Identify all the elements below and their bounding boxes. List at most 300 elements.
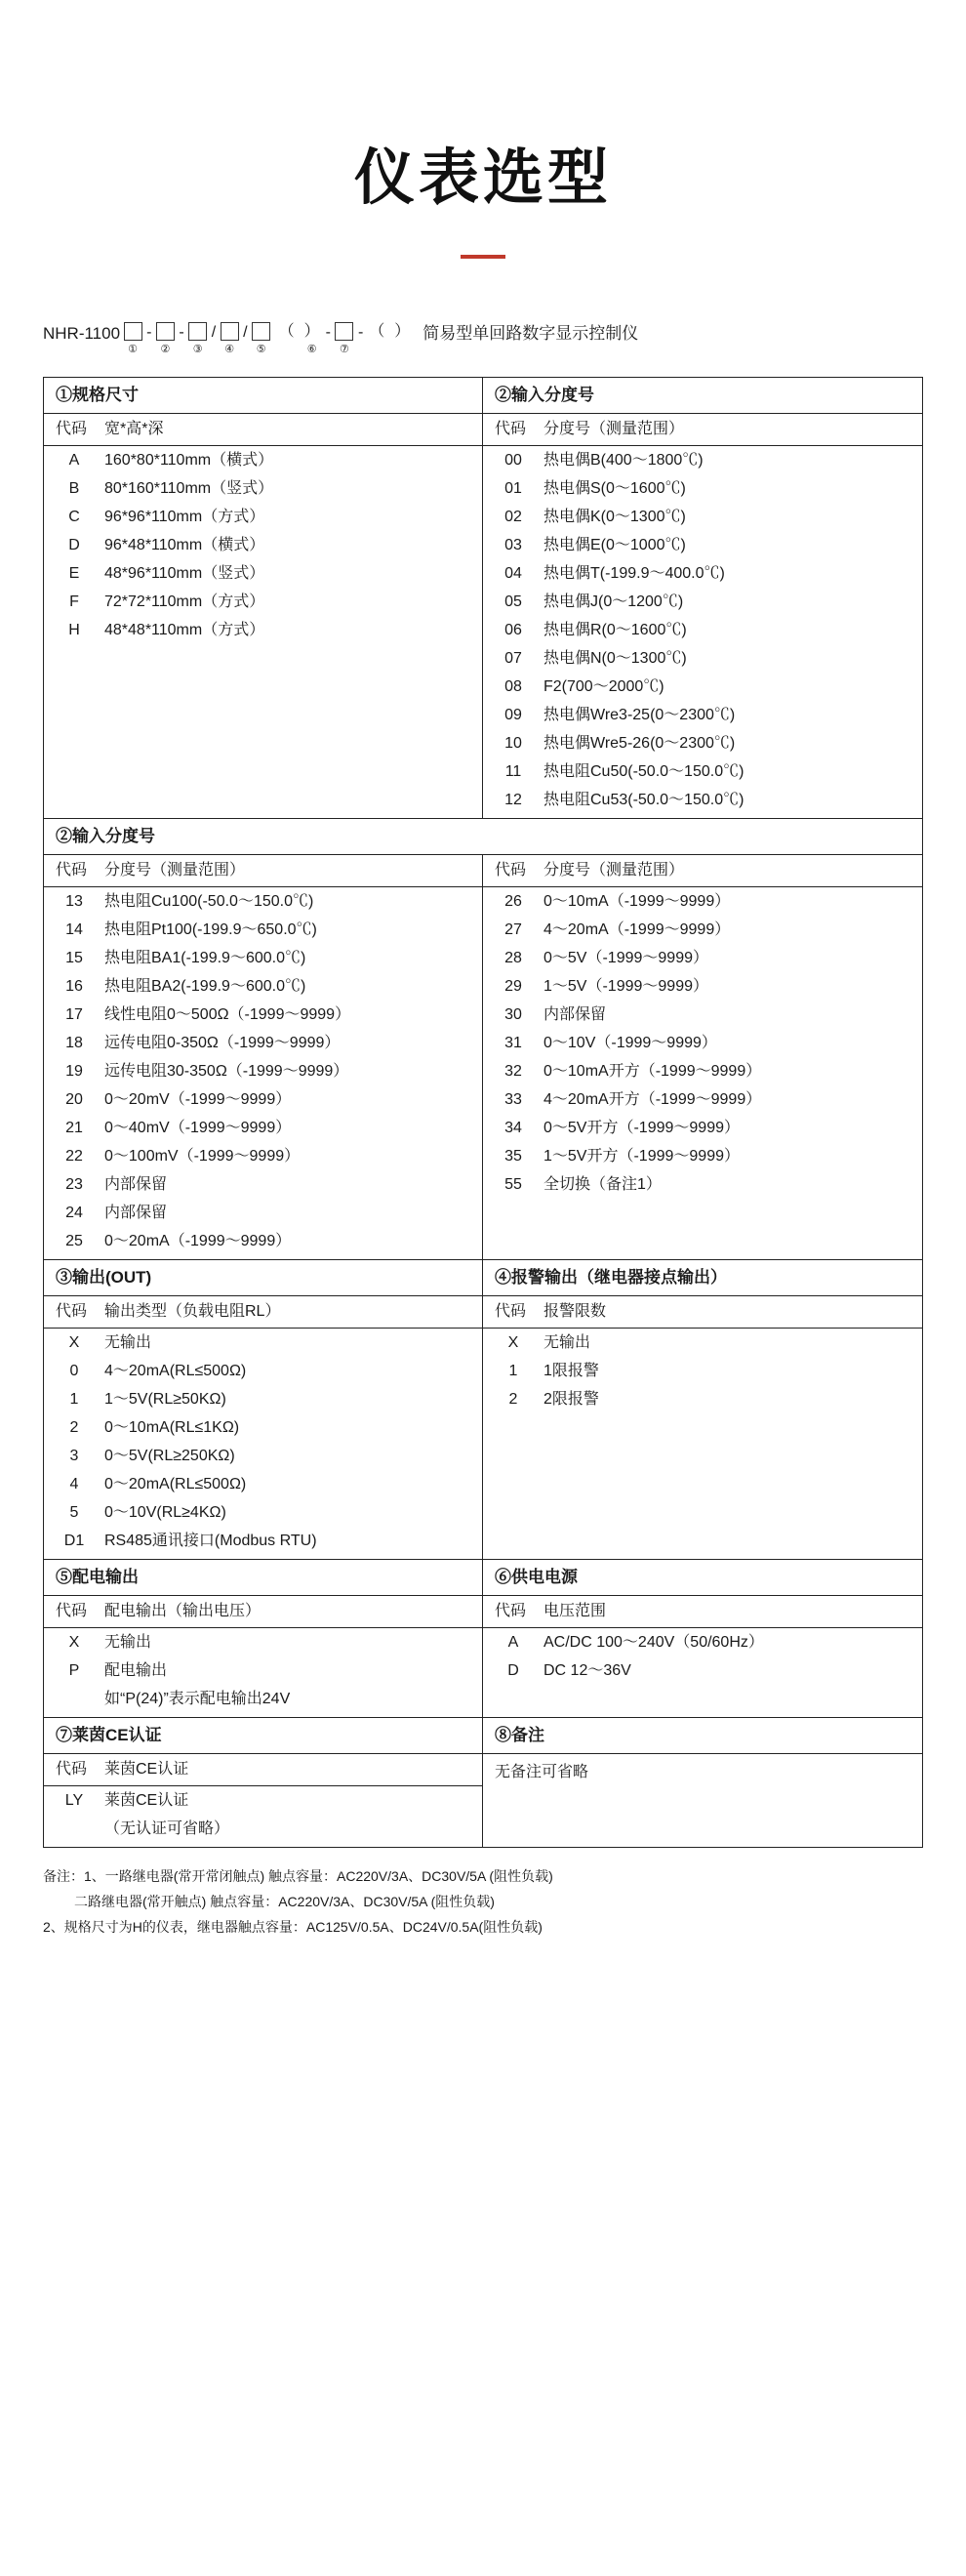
model-code-paren (274, 319, 300, 344)
section-input-a-colheads (483, 414, 922, 446)
row-value: AC/DC 100～240V（50/60Hz） (543, 1634, 764, 1651)
table-row (44, 1656, 482, 1685)
row-code: 31 (504, 1035, 522, 1051)
col-head-code: 代码 (56, 1603, 88, 1619)
model-code-paren (300, 319, 325, 355)
table-row (483, 1357, 922, 1385)
row-value: 内部保留 (104, 1176, 168, 1193)
input-b-right-rows (483, 887, 922, 1247)
code-index-label: ② (160, 344, 171, 355)
row-code: 26 (504, 893, 522, 910)
row-value: 0～10V（-1999～9999） (543, 1035, 717, 1051)
model-code-box (332, 319, 357, 355)
row-code: 1 (508, 1363, 518, 1379)
row-value: 热电阻BA2(-199.9～600.0℃) (104, 978, 306, 995)
row-value: 无输出 (104, 1634, 152, 1651)
table-row (44, 616, 482, 644)
table-row (44, 1815, 482, 1843)
table-row-spacer (483, 1199, 922, 1221)
table-row (44, 1227, 482, 1255)
row-code: 21 (65, 1120, 83, 1136)
table-row (483, 1029, 922, 1057)
row-code (44, 1685, 104, 1713)
row-value: 热电阻Pt100(-199.9～650.0℃) (104, 921, 317, 938)
row-value: 1限报警 (543, 1363, 599, 1379)
row-code: X (507, 1334, 519, 1351)
model-code-paren (364, 319, 389, 344)
row-code: D1 (63, 1533, 85, 1549)
code-box-glyph (335, 322, 353, 341)
section-spec-heading: ①规格尺寸 (44, 378, 482, 414)
table-row (483, 887, 922, 916)
table-row (44, 474, 482, 503)
table-row-spacer (44, 756, 482, 779)
table-row (483, 446, 922, 474)
model-code-separator: - (179, 324, 184, 341)
table-row (44, 588, 482, 616)
row-value: 1～5V(RL≥50KΩ) (104, 1391, 226, 1408)
table-row-spacer (44, 667, 482, 689)
row-value: 72*72*110mm（方式） (104, 593, 265, 610)
page-title: 仪表选型 (353, 144, 612, 212)
row-value: 内部保留 (104, 1205, 168, 1221)
row-value: 0～5V开方（-1999～9999） (543, 1120, 740, 1136)
row-value: 无输出 (104, 1334, 152, 1351)
model-code-separator: / (211, 324, 217, 341)
row-code: 32 (504, 1063, 522, 1080)
table-row-spacer (483, 1685, 922, 1707)
row-value: 0～100mV（-1999～9999） (104, 1148, 301, 1165)
model-suffix: 简易型单回路数字显示控制仪 (423, 324, 639, 343)
row-value: 配电输出 (104, 1662, 168, 1679)
row-value: 96*96*110mm（方式） (104, 509, 265, 525)
table-row (483, 616, 922, 644)
row-code: 4 (69, 1476, 79, 1492)
row-code: 22 (65, 1148, 83, 1165)
col-head-value: 报警限数 (543, 1303, 607, 1320)
row-code: E (68, 565, 80, 582)
table-row (44, 1170, 482, 1199)
row-code: X (68, 1634, 80, 1651)
row-code: 04 (504, 565, 522, 582)
row-value: 48*96*110mm（竖式） (104, 565, 265, 582)
model-code-box (217, 319, 242, 355)
section-power-colheads (483, 1596, 922, 1628)
model-code-box (152, 319, 178, 355)
row-code: 20 (65, 1091, 83, 1108)
row-code: 07 (504, 650, 522, 667)
section-spec-rows (44, 446, 482, 783)
row-code: 5 (69, 1504, 79, 1521)
table-row-spacer (483, 1481, 922, 1503)
row-value: 0～20mA(RL≤500Ω) (104, 1476, 247, 1492)
row-value: DC 12～36V (543, 1662, 631, 1679)
model-code-separator: - (357, 324, 364, 341)
code-index-label: ① (128, 344, 138, 355)
row-value: 0～20mV（-1999～9999） (104, 1091, 292, 1108)
model-code-group (120, 319, 415, 355)
row-code: A (507, 1634, 519, 1651)
col-head-code: 代码 (56, 1303, 88, 1320)
col-head-code: 代码 (495, 1603, 527, 1619)
row-value: 热电偶E(0～1000℃) (543, 537, 686, 553)
row-code: 25 (65, 1233, 83, 1249)
row-value: 热电偶B(400～1800℃) (543, 452, 704, 469)
code-paren-glyph: （ (278, 323, 295, 340)
row-value: 1～5V（-1999～9999） (543, 978, 708, 995)
row-code: X (68, 1334, 80, 1351)
row-code: 34 (504, 1120, 522, 1136)
row-value: 内部保留 (543, 1006, 607, 1023)
row-code: D (507, 1662, 519, 1679)
col-head-code: 代码 (56, 1761, 88, 1778)
input-b-left-colheads (44, 855, 482, 887)
table-row (44, 1357, 482, 1385)
table-row (44, 1413, 482, 1442)
row-code: 29 (504, 978, 522, 995)
row-code: 03 (504, 537, 522, 553)
row-value: 0～20mA（-1999～9999） (104, 1233, 292, 1249)
row-code: F (69, 593, 79, 610)
row-value: 热电偶R(0～1600℃) (543, 622, 687, 638)
table-row (483, 916, 922, 944)
row-value: 2限报警 (543, 1391, 599, 1408)
row-code: 30 (504, 1006, 522, 1023)
section-remark-heading: ⑧备注 (483, 1718, 922, 1754)
table-row-4 (44, 1560, 922, 1717)
section-power-heading: ⑥供电电源 (483, 1560, 922, 1596)
table-row (483, 559, 922, 588)
selection-tables (43, 377, 923, 1848)
table-row-spacer (483, 1221, 922, 1244)
row-code: 1 (69, 1391, 79, 1408)
table-row (44, 1470, 482, 1498)
table-row (483, 1057, 922, 1085)
table-row (44, 1329, 482, 1357)
row-code: 3 (69, 1448, 79, 1464)
section-remark (483, 1718, 922, 1847)
table-row (483, 757, 922, 786)
row-value: 热电偶Wre5-26(0～2300℃) (543, 735, 736, 752)
section-dist-rows (44, 1628, 482, 1717)
col-head-value: 分度号（测量范围） (104, 862, 246, 879)
row-code: C (68, 509, 80, 525)
footnote-line: 二路继电器(常开触点) 触点容量：AC220V/3A、DC30V/5A (阻性负载) (74, 1894, 495, 1909)
row-value: 0～10mA(RL≤1KΩ) (104, 1419, 240, 1436)
table-row (44, 559, 482, 588)
row-value: 如“P(24)”表示配电输出24V (104, 1691, 291, 1707)
row-value: 全切换（备注1） (543, 1176, 662, 1193)
col-head-code: 代码 (495, 421, 527, 437)
row-value: 无输出 (543, 1334, 591, 1351)
section-input-a (483, 378, 922, 818)
col-head-value: 分度号（测量范围） (543, 421, 685, 437)
code-paren-glyph: ） (394, 323, 411, 340)
row-code: 11 (504, 763, 522, 780)
row-code: 05 (504, 593, 522, 610)
section-alarm-colheads (483, 1296, 922, 1329)
table-row-3 (44, 1260, 922, 1559)
row-code: 13 (65, 893, 83, 910)
footnote-line: 备注：1、一路继电器(常开常闭触点) 触点容量：AC220V/3A、DC30V/5A (阻性负载) (43, 1868, 553, 1884)
section-dist-colheads (44, 1596, 482, 1628)
title-underline (461, 255, 505, 259)
row-code: 28 (504, 950, 522, 966)
row-code: 14 (65, 921, 83, 938)
row-code: 02 (504, 509, 522, 525)
row-value: 160*80*110mm（横式） (104, 452, 274, 469)
table-row (44, 1628, 482, 1656)
row-value: 4～20mA（-1999～9999） (543, 921, 731, 938)
code-index-label: ⑦ (340, 344, 349, 355)
table-row (483, 786, 922, 814)
row-value: 热电偶K(0～1300℃) (543, 509, 686, 525)
row-code: D (68, 537, 80, 553)
section-ce-heading: ⑦莱茵CE认证 (44, 1718, 482, 1754)
col-head-code: 代码 (495, 1303, 527, 1320)
table-row (44, 1442, 482, 1470)
col-head-code: 代码 (56, 862, 88, 879)
table-row-spacer (483, 1413, 922, 1436)
row-value: 96*48*110mm（横式） (104, 537, 265, 553)
model-code-separator: - (146, 324, 152, 341)
row-value: 莱茵CE认证 (104, 1792, 189, 1809)
row-code (44, 1815, 104, 1843)
row-value: 热电阻BA1(-199.9～600.0℃) (104, 950, 306, 966)
section-output-colheads (44, 1296, 482, 1329)
section-spec-colheads (44, 414, 482, 446)
section-dist-heading: ⑤配电输出 (44, 1560, 482, 1596)
section-spec (44, 378, 483, 818)
table-row (483, 729, 922, 757)
section-output-heading: ③输出(OUT) (44, 1260, 482, 1296)
code-box-glyph (221, 322, 239, 341)
input-b-left (44, 855, 483, 1259)
table-row-spacer (44, 689, 482, 712)
row-code: 35 (504, 1148, 522, 1165)
table-row (483, 701, 922, 729)
table-row-spacer (44, 712, 482, 734)
table-row (44, 1114, 482, 1142)
row-code: 00 (504, 452, 522, 469)
row-value: 48*48*110mm（方式） (104, 622, 265, 638)
row-code: 10 (504, 735, 522, 752)
row-code: 06 (504, 622, 522, 638)
table-row (44, 1385, 482, 1413)
table-row (483, 1170, 922, 1199)
col-head-value: 输出类型（负载电阻RL） (104, 1303, 281, 1320)
row-code: 17 (65, 1006, 83, 1023)
table-row (44, 1685, 482, 1713)
table-row (44, 944, 482, 972)
section-alarm-rows (483, 1329, 922, 1530)
row-value: 热电阻Cu100(-50.0～150.0℃) (104, 893, 314, 910)
table-row-spacer (483, 1436, 922, 1458)
row-code: 33 (504, 1091, 522, 1108)
table-row (44, 1029, 482, 1057)
row-code: 24 (65, 1205, 83, 1221)
row-value: 0～10mA（-1999～9999） (543, 893, 731, 910)
row-value: 热电偶S(0～1600℃) (543, 480, 686, 497)
model-code-separator: - (325, 324, 331, 341)
table-row (44, 531, 482, 559)
model-code-line (0, 319, 966, 355)
section-input-a-rows (483, 446, 922, 818)
row-code: 2 (508, 1391, 518, 1408)
code-paren-glyph: ） (303, 323, 320, 340)
row-code: B (68, 480, 80, 497)
row-code: 12 (504, 792, 522, 808)
row-value: （无认证可省略） (104, 1820, 230, 1837)
table-row (44, 887, 482, 916)
table-row-spacer (44, 644, 482, 667)
table-row-spacer (44, 734, 482, 756)
table-row (44, 916, 482, 944)
table-row (483, 1085, 922, 1114)
remark-text: 无备注可省略 (495, 1764, 589, 1780)
section-ce-colheads (44, 1754, 482, 1786)
row-value: 0～5V（-1999～9999） (543, 950, 708, 966)
row-value: RS485通讯接口(Modbus RTU) (104, 1533, 317, 1549)
row-code: A (68, 452, 80, 469)
section-input-a-heading: ②输入分度号 (483, 378, 922, 414)
table-row (483, 1114, 922, 1142)
section-alarm (483, 1260, 922, 1559)
row-value: 0～5V(RL≥250KΩ) (104, 1448, 235, 1464)
code-box-glyph (188, 322, 207, 341)
table-row (483, 1001, 922, 1029)
code-paren-glyph: （ (369, 323, 385, 340)
table-row (44, 446, 482, 474)
table-row (44, 1498, 482, 1527)
table-row-1 (44, 378, 922, 818)
code-box-glyph (156, 322, 175, 341)
row-code: 01 (504, 480, 522, 497)
code-index-label: ③ (192, 344, 203, 355)
section-ce (44, 1718, 483, 1847)
footnote-line: 2、规格尺寸为H的仪表，继电器触点容量：AC125V/0.5A、DC24V/0.5A(阻性负载) (43, 1919, 543, 1935)
table-row (483, 503, 922, 531)
row-code: LY (64, 1792, 84, 1809)
table-row (483, 1385, 922, 1413)
table-row (44, 503, 482, 531)
col-head-code: 代码 (56, 421, 88, 437)
model-prefix: NHR-1100 (43, 324, 121, 343)
table-row-spacer (483, 1503, 922, 1526)
row-value: 0～40mV（-1999～9999） (104, 1120, 292, 1136)
input-b-right (483, 855, 922, 1259)
row-value: 1～5V开方（-1999～9999） (543, 1148, 740, 1165)
footnotes (43, 1863, 923, 1940)
table-row (44, 1057, 482, 1085)
table-row (483, 972, 922, 1001)
section-remark-body (483, 1754, 922, 1783)
code-box-glyph (252, 322, 270, 341)
section-power-rows (483, 1628, 922, 1711)
table-row (483, 1329, 922, 1357)
section-output (44, 1260, 483, 1559)
table-row (483, 673, 922, 701)
table-row (483, 944, 922, 972)
model-code-box (185, 319, 211, 355)
section-alarm-heading: ④报警输出（继电器接点输出） (483, 1260, 922, 1296)
table-row (44, 1527, 482, 1555)
table-row (483, 588, 922, 616)
table-row-5 (44, 1718, 922, 1847)
table-row (44, 1001, 482, 1029)
code-box-glyph (124, 322, 142, 341)
table-row (44, 1199, 482, 1227)
row-value: 远传电阻30-350Ω（-1999～9999） (104, 1063, 349, 1080)
model-code-box (249, 319, 274, 355)
row-value: 热电阻Cu50(-50.0～150.0℃) (543, 763, 745, 780)
table-row (44, 1786, 482, 1815)
col-head-value: 电压范围 (543, 1603, 607, 1619)
model-code-paren (389, 319, 415, 344)
input-b-right-colheads (483, 855, 922, 887)
row-code: 0 (69, 1363, 79, 1379)
section-ce-rows (44, 1786, 482, 1847)
row-code: 23 (65, 1176, 83, 1193)
code-index-label: ⑤ (256, 344, 266, 355)
row-value: 热电偶T(-199.9～400.0℃) (543, 565, 725, 582)
row-value: 4～20mA开方（-1999～9999） (543, 1091, 762, 1108)
row-value: 线性电阻0～500Ω（-1999～9999） (104, 1006, 351, 1023)
table-row (483, 1656, 922, 1685)
table-row (44, 972, 482, 1001)
row-value: 热电偶Wre3-25(0～2300℃) (543, 707, 736, 723)
row-code: H (68, 622, 80, 638)
row-code: 15 (65, 950, 83, 966)
table-row (483, 644, 922, 673)
row-code: 27 (504, 921, 522, 938)
row-code: 09 (504, 707, 522, 723)
section-power (483, 1560, 922, 1717)
section-dist (44, 1560, 483, 1717)
table-row (44, 1142, 482, 1170)
row-code: 19 (65, 1063, 83, 1080)
table-row (483, 474, 922, 503)
row-code: 18 (65, 1035, 83, 1051)
col-head-value: 宽*高*深 (104, 421, 164, 437)
section-output-rows (44, 1329, 482, 1559)
row-code: 55 (504, 1176, 522, 1193)
model-code-box (120, 319, 145, 355)
col-head-code: 代码 (495, 862, 527, 879)
row-code: P (68, 1662, 80, 1679)
table-row (483, 1628, 922, 1656)
model-code-separator: / (243, 324, 248, 341)
col-head-value: 莱茵CE认证 (104, 1761, 189, 1778)
row-code: 2 (69, 1419, 79, 1436)
table-row (44, 1085, 482, 1114)
input-b-left-rows (44, 887, 482, 1259)
code-index-label: ④ (224, 344, 235, 355)
row-value: 80*160*110mm（竖式） (104, 480, 274, 497)
section-input-b (44, 819, 922, 1259)
col-head-value: 配电输出（输出电压） (104, 1603, 262, 1619)
table-row (483, 1142, 922, 1170)
row-value: 远传电阻0-350Ω（-1999～9999） (104, 1035, 341, 1051)
col-head-value: 分度号（测量范围） (543, 862, 685, 879)
row-value: 热电阻Cu53(-50.0～150.0℃) (543, 792, 745, 808)
row-value: 热电偶J(0～1200℃) (543, 593, 684, 610)
section-input-b-heading: ②输入分度号 (44, 819, 922, 855)
row-value: F2(700～2000℃) (543, 678, 664, 695)
row-code: 08 (504, 678, 522, 695)
input-b-columns (44, 855, 922, 1259)
row-value: 4～20mA(RL≤500Ω) (104, 1363, 247, 1379)
